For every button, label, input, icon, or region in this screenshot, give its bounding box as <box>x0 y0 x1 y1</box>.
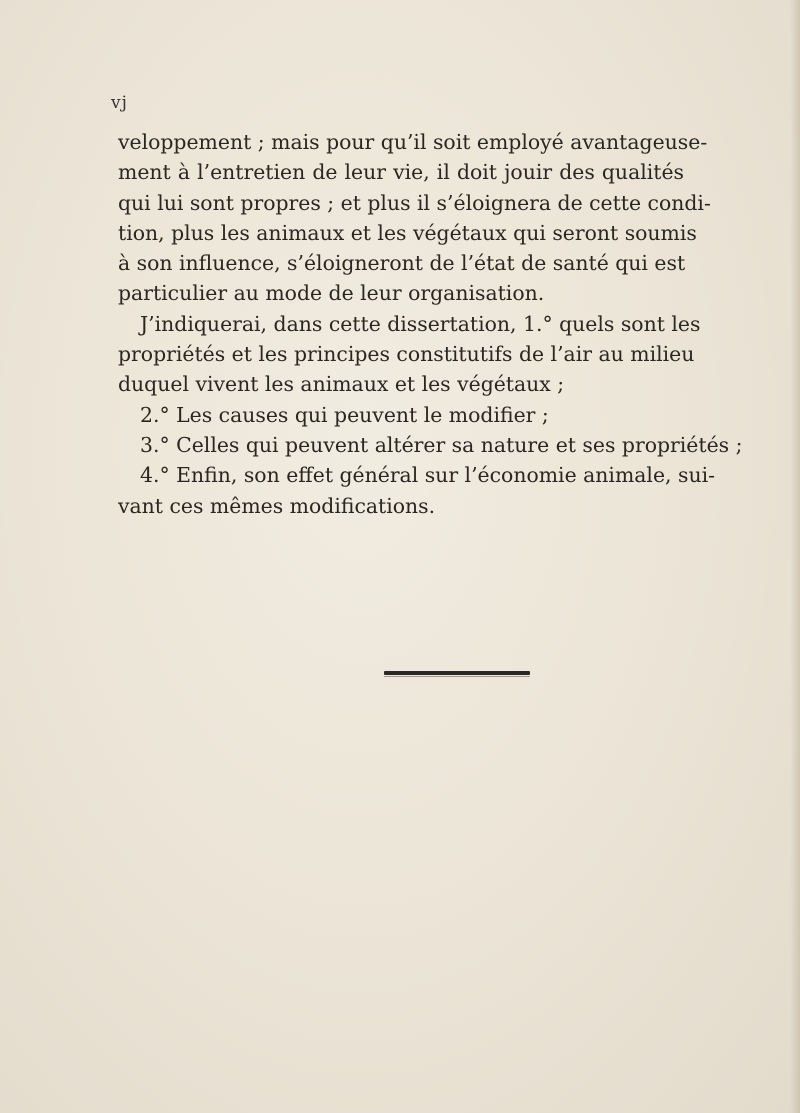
text-line-12: 4.° Enfin, son effet général sur l’économie animale, sui- <box>140 463 715 488</box>
ornamental-rule <box>384 671 530 675</box>
text-line-7: J’indiquerai, dans cette dissertation, 1.° quels sont les <box>140 311 701 336</box>
text-line-3: qui lui sont propres ; et plus il s’éloignera de cette condi- <box>118 190 711 215</box>
text-line-1: veloppement ; mais pour qu’il soit employé avantageuse- <box>118 130 708 154</box>
text-line-5: à son influence, s’éloigneront de l’état de santé qui est <box>118 251 686 276</box>
text-line-4: tion, plus les animaux et les végétaux qui seront soumis <box>118 220 697 245</box>
text-line-8: propriétés et les principes constitutifs de l’air au milieu <box>118 342 695 367</box>
text-line-10: 2.° Les causes qui peuvent le modifier ; <box>140 402 549 427</box>
text-line-11: 3.° Celles qui peuvent altérer sa nature et ses propriétés ; <box>140 432 743 457</box>
text-line-13: vant ces mêmes modifications. <box>118 493 436 518</box>
body-text <box>118 127 743 521</box>
page-edge-shadow <box>790 0 800 1113</box>
page-number: vj <box>111 93 128 113</box>
text-line-6: particulier au mode de leur organisation. <box>118 281 545 306</box>
text-line-9: duquel vivent les animaux et les végétaux ; <box>118 372 565 397</box>
text-line-2: ment à l’entretien de leur vie, il doit jouir des qualités <box>118 160 684 185</box>
